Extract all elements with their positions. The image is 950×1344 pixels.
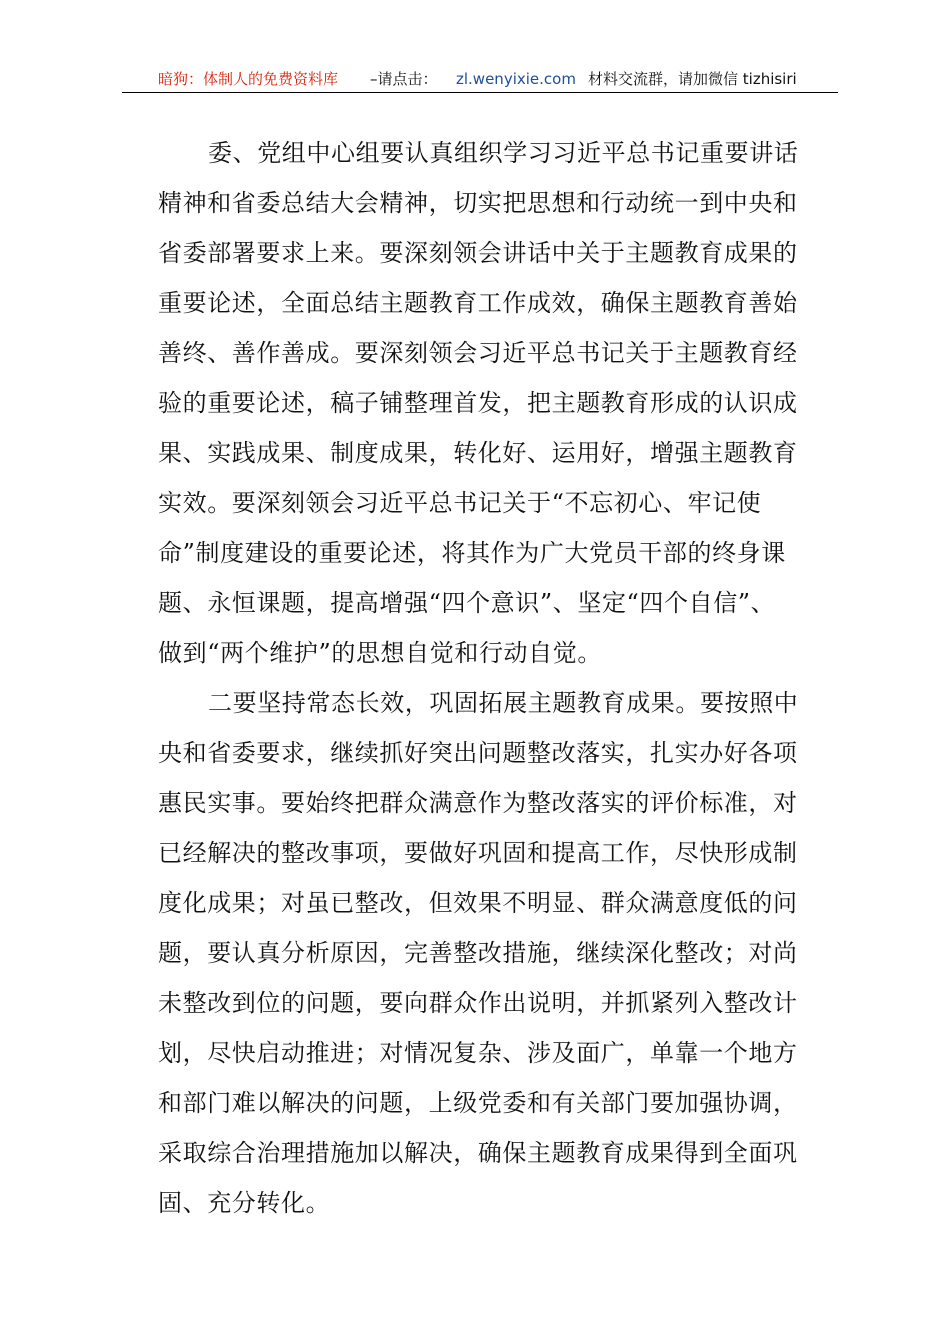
text-line: 未整改到位的问题，要向群众作出说明，并抓紧列入整改计 <box>158 989 798 1017</box>
page-header <box>122 66 838 93</box>
text-line: 善终、善作善成。要深刻领会习近平总书记关于主题教育经 <box>158 339 798 367</box>
header-brand: 暗狗：体制人的免费资料库 <box>158 70 339 88</box>
paragraph-1 <box>158 128 830 678</box>
text-line: 实效。要深刻领会习近平总书记关于“不忘初心、牢记使 <box>158 489 762 517</box>
header-click-prompt: –请点击： <box>370 70 438 88</box>
text-line: 命”制度建设的重要论述，将其作为广大党员干部的终身课 <box>158 539 786 567</box>
header-url-link[interactable]: zl.wenyixie.com <box>456 70 576 88</box>
text-line: 省委部署要求上来。要深刻领会讲话中关于主题教育成果的 <box>158 239 798 267</box>
text-line: 二要坚持常态长效，巩固拓展主题教育成果。要按照中 <box>208 689 799 717</box>
text-line: 采取综合治理措施加以解决，确保主题教育成果得到全面巩 <box>158 1139 798 1167</box>
text-line: 精神和省委总结大会精神，切实把思想和行动统一到中央和 <box>158 189 798 217</box>
text-line: 已经解决的整改事项，要做好巩固和提高工作，尽快形成制 <box>158 839 798 867</box>
text-line: 央和省委要求，继续抓好突出问题整改落实，扎实办好各项 <box>158 739 798 767</box>
text-line: 题、永恒课题，提高增强“四个意识”、坚定“四个自信”、 <box>158 589 776 617</box>
paragraph-2 <box>158 678 830 1228</box>
header-contact: 材料交流群，请加微信 tizhisiri <box>588 70 797 88</box>
text-line: 做到“两个维护”的思想自觉和行动自觉。 <box>158 639 602 667</box>
text-line: 重要论述，全面总结主题教育工作成效，确保主题教育善始 <box>158 289 798 317</box>
text-line: 惠民实事。要始终把群众满意作为整改落实的评价标准，对 <box>158 789 798 817</box>
text-line: 委、党组中心组要认真组织学习习近平总书记重要讲话 <box>208 139 799 167</box>
text-line: 度化成果；对虽已整改，但效果不明显、群众满意度低的问 <box>158 889 798 917</box>
text-line: 固、充分转化。 <box>158 1189 331 1217</box>
document-body <box>158 128 830 1228</box>
text-line: 验的重要论述，稿子铺整理首发，把主题教育形成的认识成 <box>158 389 798 417</box>
text-line: 果、实践成果、制度成果，转化好、运用好，增强主题教育 <box>158 439 798 467</box>
text-line: 和部门难以解决的问题，上级党委和有关部门要加强协调， <box>158 1089 798 1117</box>
text-line: 划，尽快启动推进；对情况复杂、涉及面广，单靠一个地方 <box>158 1039 798 1067</box>
text-line: 题，要认真分析原因，完善整改措施，继续深化整改；对尚 <box>158 939 798 967</box>
